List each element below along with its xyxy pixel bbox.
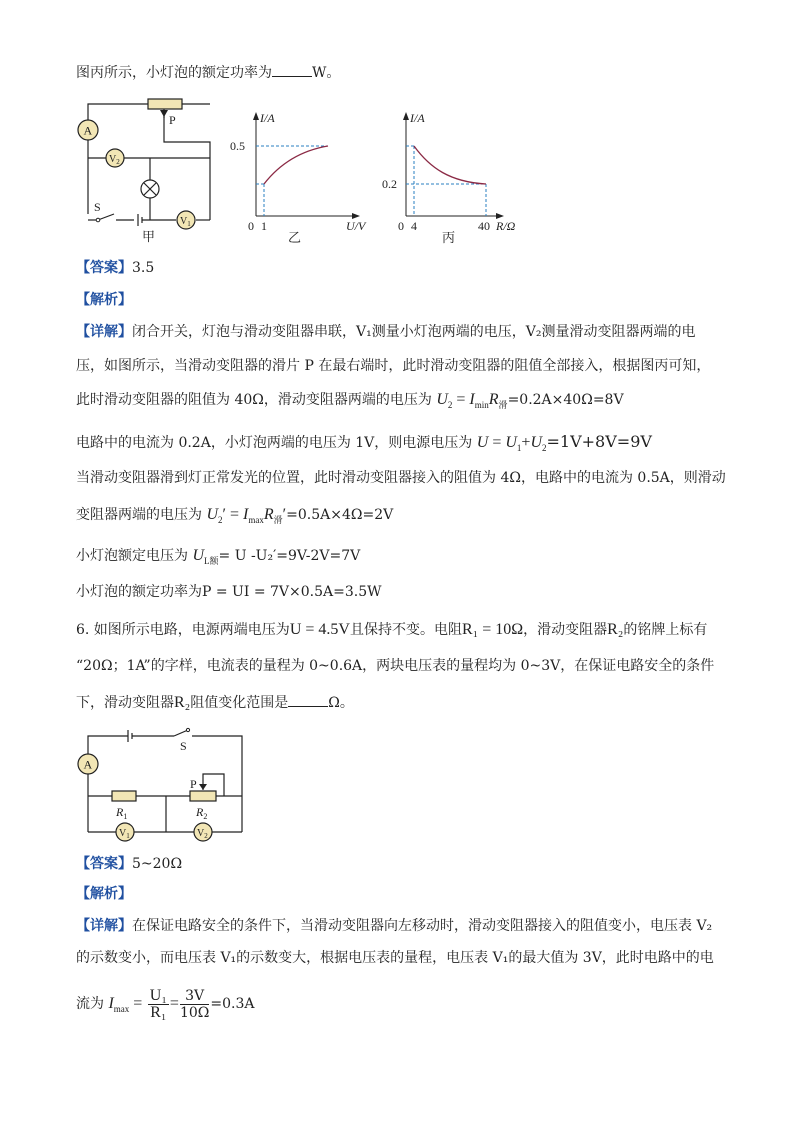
q6-answer [76,854,724,874]
circuit-q6 [76,726,256,842]
yi-xtick-0: 0 [248,219,254,233]
q6-detail-line1 [76,916,724,936]
q6-text-d: 的铭牌上标有 [623,622,708,638]
q6-voltage: U = 4.5V [289,621,350,638]
q6-text-b: 且保持不变。电阻 [349,622,462,638]
q5-line8-text: 小灯泡的额定功率为 [76,584,202,600]
yi-ylabel: I/A [260,111,275,125]
q6-text-f: 阻值变化范围是 [190,695,289,711]
q6-line1 [76,620,724,640]
q6-answer-value: 5~20Ω [132,856,183,872]
fig-yi-label: 乙 [288,230,302,245]
answer-tag: 【答案】 [76,260,132,276]
q5-detail-line1 [76,322,724,342]
q6-answer-blank [288,692,328,707]
fig-jia-label: 甲 [142,229,156,244]
switch-label: S [94,200,101,214]
q6-answer-tag: 【答案】 [76,856,132,872]
graph-yi [228,106,378,246]
q6-line2: “20Ω；1A”的字样，电流表的量程为 0~0.6A，两块电压表的量程均为 0~3V，在保证电路安全的条件 [76,658,715,674]
graph-bing [380,106,530,246]
q6-analysis-tag [76,884,724,904]
q5-line5: 当滑动变阻器滑到灯正常发光的位置，此时滑动变阻器接入的阻值为 4Ω，电路中的电流为 0.5A，则滑动 [76,470,726,486]
q5-line6 [76,505,724,530]
yi-xlabel: U/V [346,219,366,233]
q6-r1: R₁ = 10Ω [461,621,524,638]
formula-imax-value: =0.3A [210,996,255,1012]
fig-bing-label: 丙 [442,230,456,245]
q6-line3 [76,692,724,713]
q6-analysis: 【解析】 [76,886,132,902]
formula-imax: $I_{max}$ = [108,995,143,1014]
v2-label: $V_2$ [109,154,120,166]
q6-text-a: 6. 如图所示电路，电源两端电压为 [76,622,290,638]
q6-v2-label: $V_2$ [197,828,208,840]
q5-line7 [76,546,724,571]
q5-analysis-tag [76,290,724,310]
bing-xlabel: R/Ω [496,219,516,233]
formula-power: P = UI = 7V×0.5A=3.5W [202,584,382,600]
q5-line2: 压，如图所示，当滑动变阻器的滑片 P 在最右端时，此时滑动变阻器的阻值全部接入，根据图丙可知， [76,358,711,374]
formula-u2: $U_2 = I_{min}R_滑$ [436,391,508,410]
q6-line6: 流为 $I_{max}$ = $\frac{\text{U₁}}{\text{R₁}}$ = $\frac{3V}{10\Omega}$ =0.3A [76,986,255,1021]
q5-line7-text: 小灯泡额定电压为 [76,548,188,564]
slider-label: P [169,113,176,127]
v1-label: $V_1$ [180,216,191,228]
formula-u2-value: =0.2A×40Ω=8V [507,392,624,408]
q6-r2b: R₂ [174,694,191,711]
q6-slider-label: P [190,777,197,791]
yi-ytick: 0.5 [230,139,245,153]
q6-v1-label: $V_1$ [119,828,130,840]
formula-ue-value: = U -U₂′=9V-2V=7V [218,548,361,564]
formula-u2p: $U_2' = I_{max}R_滑'$ [206,506,287,525]
q6-r2: R₂ [607,621,624,638]
q5-line4-text: 电路中的电流为 0.2A，小灯泡两端的电压为 1V，则电源电压为 [76,435,473,451]
q5-answer [76,258,724,278]
formula-u: $U = U_1+U_2$ [476,434,547,453]
bing-ytick: 0.2 [382,177,397,191]
answer-value: 3.5 [132,260,155,276]
analysis-tag: 【解析】 [76,292,132,308]
q5-line8 [76,582,724,602]
formula-ue: $U_{L额}$ [192,547,219,566]
q6-switch-label: S [180,739,187,753]
circuit-jia [76,96,226,246]
ammeter-label: A [83,123,93,138]
q5-intro [76,62,724,83]
q5-line4 [76,432,724,458]
q6-line5: 的示数变小，而电压表 V₁的示数变大，根据电压表的量程，电压表 V₁的最大值为 3V，此时电路中的电 [76,950,714,966]
q6-r2-label: $R_2$ [196,805,208,821]
q5-line3 [76,390,724,415]
detail-text: 闭合开关，灯泡与滑动变阻器串联，V₁测量小灯泡两端的电压，V₂测量滑动变阻器两端的电 [132,324,696,340]
q6-detail-text: 在保证电路安全的条件下，当滑动变阻器向左移动时，滑动变阻器接入的阻值变小，电压表 V₂ [132,918,713,934]
q5-line3-text: 此时滑动变阻器的阻值为 40Ω，滑动变阻器两端的电压为 [76,392,432,408]
bing-xtick-0: 0 [398,219,404,233]
q6-ammeter-label: A [83,757,93,772]
detail-tag: 【详解】 [76,324,132,340]
q6-r1-label: $R_1$ [116,805,128,821]
yi-xtick-1: 1 [261,219,267,233]
q6-line6-text: 流为 [76,996,104,1012]
answer-blank [272,62,312,77]
bing-xtick-2: 40 [478,219,490,233]
q5-intro-text: 图丙所示，小灯泡的额定功率为 [76,65,272,81]
bing-xtick-1: 4 [411,219,417,233]
q5-intro-unit: W。 [312,65,341,81]
q5-line6-text: 变阻器两端的电压为 [76,507,202,523]
q6-detail-tag: 【详解】 [76,918,132,934]
bing-ylabel: I/A [410,111,425,125]
q6-text-c: ，滑动变阻器 [523,622,608,638]
q6-unit: Ω。 [328,695,354,711]
q6-text-e: 下，滑动变阻器 [76,695,174,711]
formula-u2p-value: =0.5A×4Ω=2V [286,507,394,523]
frac-u1-r1: $\frac{\text{U₁}}{\text{R₁}}$ [149,986,167,1021]
frac-3v-10: $\frac{3V}{10\Omega}$ [179,987,210,1021]
formula-u-value: =1V+8V=9V [546,432,652,451]
